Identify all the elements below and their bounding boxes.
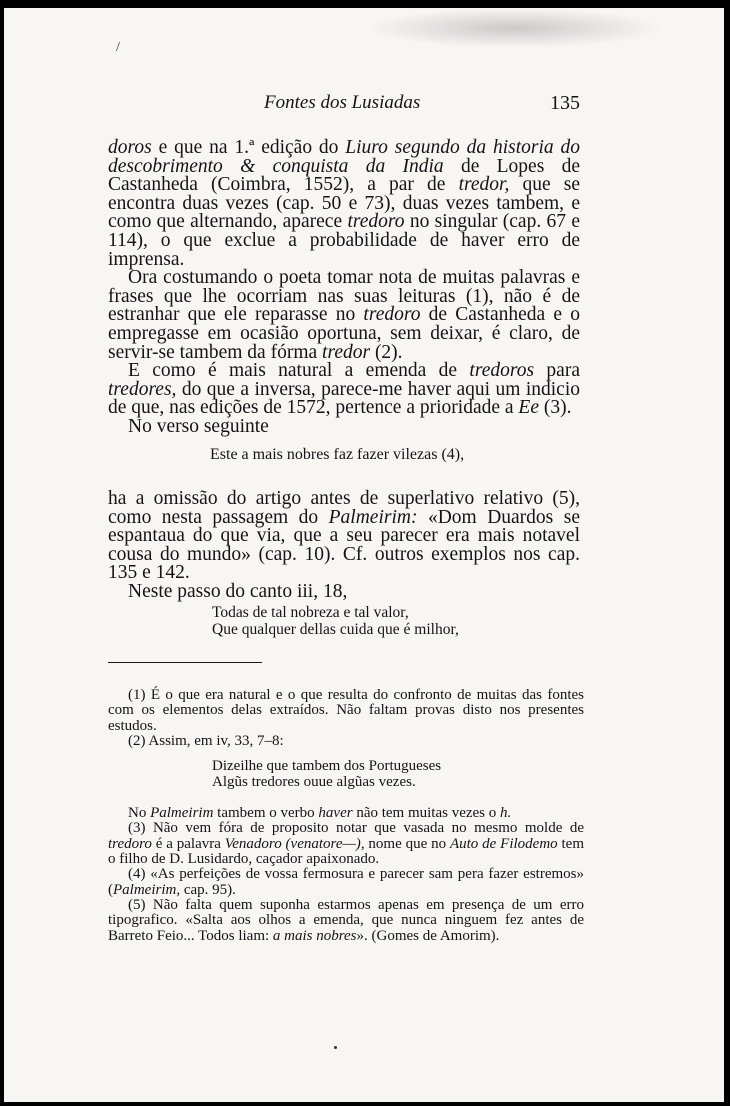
text-span: doros (108, 137, 152, 158)
text-span: é a palavra (151, 835, 225, 852)
verse-line: Todas de tal nobreza e tal valor, (212, 604, 409, 621)
footnote-3 (108, 821, 584, 867)
text-span: «Dom Duardos se espantaua do que via, que a seu parecer era mais notavel cousa do mundo» (cap. 10). Cf. outros exemplos nos cap. 135 e 142. (108, 506, 580, 584)
text-span: tredor (322, 341, 371, 363)
text-span: No (128, 805, 151, 822)
footnote-2-continued (108, 806, 584, 821)
text-span: ha a omissão do artigo antes de superlativo relativo (5), como nesta passagem do (108, 488, 580, 528)
verse-line: Algũs tredores ouue algũas vezes. (212, 773, 416, 790)
text-span: Ora costumando o poeta tomar nota de muitas palavras e frases que lhe ocorriam nas suas leituras (1), não é de estranhar que ele reparasse no (108, 267, 580, 326)
text-span: tredoro (363, 304, 421, 326)
footnote-2: (2) Assim, em iv, 33, 7–8: (128, 732, 284, 749)
text-span: a mais nobres (272, 927, 357, 944)
book-title: Palmeirim: (328, 506, 418, 528)
text-span: e que na 1.ª edição do (151, 137, 346, 158)
page-number: 135 (550, 92, 580, 114)
text-span: (4) «As perfeições de vossa fermosura e parecer sam pera fazer estremos» ( (108, 866, 584, 898)
text-span: do que a inversa, parece-me haver aqui um indicio de que, nas edições de 1572, pertence a prioridade a (108, 378, 580, 419)
text-span: E como é mais natural a emenda de (128, 360, 470, 382)
text-span: Ee (518, 397, 539, 419)
book-title: Auto de Filodemo (449, 835, 558, 852)
text-span: tredoro (108, 835, 152, 852)
footnote-1: (1) É o que era natural e o que resulta do confronto de muitas das fontes com os elementos delas extraídos. Não faltam provas disto nos presentes estudos. (108, 687, 584, 734)
text-span: ». (Gomes de Amorim). (356, 927, 500, 944)
verse-quote-2 (212, 605, 459, 638)
text-span: para (534, 360, 580, 382)
paragraph-4: No verso seguinte (128, 415, 269, 437)
text-span: tredoro (347, 211, 405, 233)
footnote-4 (108, 867, 584, 898)
text-span: tem o filho de D. Lusidardo, caçador apaixonado. (108, 835, 585, 868)
main-text (108, 139, 580, 437)
stray-dot (334, 1046, 337, 1049)
verse-line: Que qualquer dellas cuida que é milhor, (212, 620, 459, 638)
text-span: (3). (538, 397, 572, 419)
paragraph-1 (108, 139, 580, 269)
text-span: não tem muitas vezes o (352, 805, 501, 822)
text-span: que se encontra duas vezes (cap. 50 e 73), duas vezes tambem, e como que alternando, aparece (108, 174, 580, 233)
paragraph-6: Neste passo do canto iii, 18, (128, 580, 348, 602)
text-span: haver (318, 805, 353, 822)
running-title: Fontes dos Lusiadas (264, 92, 421, 113)
text-span: de Lopes de Castanheda (Coimbra, 1552), a par de (108, 155, 581, 196)
text-span: (2). (370, 341, 403, 363)
footnote-2-verse (212, 759, 584, 790)
verse-quote-1: Este a mais nobres faz fazer vilezas (4), (210, 446, 465, 463)
text-span: (3) Não vem fóra de proposito notar que vasada no mesmo molde de (128, 820, 584, 837)
running-header (104, 92, 580, 116)
book-title: Liuro segundo da historia do descobrimento & conquista da India (108, 137, 580, 177)
text-span: tredoros (469, 360, 535, 382)
text-span: no singular (cap. 67 e 114), o que exclue a probabilidade de haver erro de imprensa. (108, 211, 580, 270)
text-span: cap. 95). (180, 881, 236, 898)
paragraph-3 (108, 362, 580, 418)
book-page (4, 8, 724, 1102)
text-span: tredores, (108, 378, 177, 400)
main-text-continued (108, 490, 580, 602)
scan-smudge (364, 8, 664, 48)
verse-line: Dizeilhe que tambem dos Portugueses (212, 758, 442, 775)
text-span: , nome que no (360, 835, 450, 852)
paragraph-5 (108, 490, 580, 583)
text-span: Venadoro (venatore—) (224, 835, 361, 852)
text-span: h. (500, 805, 512, 822)
book-title: Palmeirim, (113, 881, 181, 898)
book-title: Palmeirim (150, 805, 214, 822)
footnotes (108, 688, 584, 944)
paragraph-2 (108, 269, 580, 362)
footnote-rule (108, 662, 262, 663)
text-span: (5) Não falta quem suponha estarmos apenas em presença de um erro tipografico. «Salta aos olhos a emenda, que nunca ninguem fez antes de Barreto Feio... Todos liam: (108, 896, 584, 944)
footnote-5 (108, 898, 584, 944)
text-span: tambem o verbo (213, 805, 319, 822)
text-span: de Castanheda e o empregasse em ocasião oportuna, sem deixar, é claro, de servir-se tambem da fórma (108, 304, 580, 363)
text-span: tredor, (458, 174, 510, 196)
stray-mark: / (116, 40, 120, 55)
